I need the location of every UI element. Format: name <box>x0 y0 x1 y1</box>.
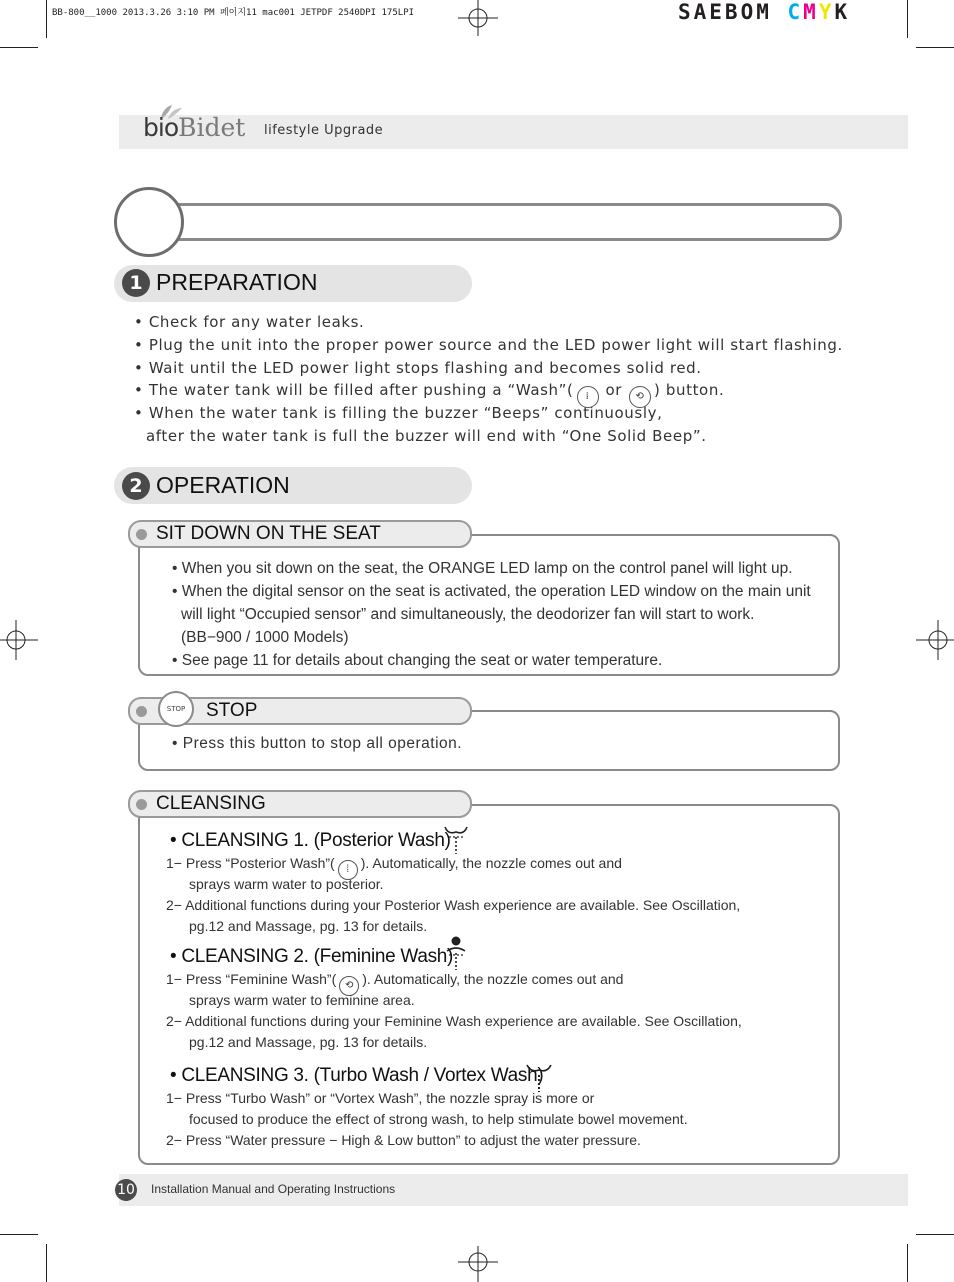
registration-mark <box>458 0 498 36</box>
cleansing-2-step-2: 2− Additional functions during your Feminine Wash experience are available. See Oscillation, <box>166 1013 742 1029</box>
cleansing-1-step-2b: pg.12 and Massage, pg. 13 for details. <box>189 918 428 934</box>
cleansing-1-step-1b: sprays warm water to posterior. <box>189 876 384 892</box>
list-item: • When the water tank is filling the buzzer “Beeps” continuously, <box>134 404 663 423</box>
section-number: 1 <box>122 269 150 297</box>
page-number: 10 <box>115 1179 137 1201</box>
title-bar <box>126 203 842 241</box>
feminine-wash-icon: ⟲ <box>629 386 651 408</box>
list-item: (BB−900 / 1000 Models) <box>181 629 349 646</box>
crop-mark <box>46 0 47 38</box>
registration-mark <box>458 1246 498 1282</box>
print-info: BB-800__1000 2013.3.26 3:10 PM 페이지11 mac001 JETPDF 2540DPI 175LPI <box>52 8 415 18</box>
list-item: • Wait until the LED power light stops flashing and becomes solid red. <box>134 358 702 377</box>
step-text: ). Automatically, the nozzle comes out and <box>362 971 624 987</box>
title-circle <box>114 187 184 257</box>
section-number: 2 <box>122 472 150 500</box>
logo-bidet: Bidet <box>178 113 246 142</box>
bullet-dot <box>136 529 147 540</box>
stop-text: • Press this button to stop all operation. <box>172 735 463 752</box>
cleansing-2-step-2b: pg.12 and Massage, pg. 13 for details. <box>189 1034 428 1050</box>
biobidet-logo <box>143 113 245 142</box>
cleansing-1-step-2: 2− Additional functions during your Posterior Wash experience are available. See Oscillation, <box>166 897 741 913</box>
list-item: • Plug the unit into the proper power source and the LED power light will start flashing. <box>134 335 843 354</box>
sit-down-title: SIT DOWN ON THE SEAT <box>156 523 381 544</box>
crop-mark <box>916 47 954 48</box>
cmyk-y: Y <box>818 0 835 24</box>
logo-bio: bio <box>143 113 179 142</box>
cmyk-m: M <box>803 0 819 24</box>
list-item: • Check for any water leaks. <box>134 313 365 331</box>
printer-brand <box>678 0 850 24</box>
section-title: OPERATION <box>156 472 290 498</box>
cleansing-3-step-2: 2− Press “Water pressure − High & Low button” to adjust the water pressure. <box>166 1132 641 1148</box>
turbo-wash-icon <box>524 1061 554 1093</box>
crop-mark <box>0 1234 38 1235</box>
wash-line-text: • The water tank will be filled after pushing a “Wash”( <box>134 381 574 400</box>
crop-mark <box>46 1244 47 1282</box>
cleansing-1-heading: • CLEANSING 1. (Posterior Wash) <box>170 830 451 851</box>
sit-down-list <box>172 557 811 672</box>
step-text: ). Automatically, the nozzle comes out and <box>360 855 622 871</box>
bullet-dot <box>136 799 147 810</box>
list-item: • See page 11 for details about changing the seat or water temperature. <box>172 652 663 669</box>
list-item <box>134 379 843 402</box>
crop-mark <box>907 0 908 38</box>
footer-text: Installation Manual and Operating Instructions <box>151 1182 396 1196</box>
feminine-wash-icon: ⟲ <box>339 976 359 996</box>
list-item: will light “Occupied sensor” and simultaneously, the deodorizer fan will start to work. <box>181 606 755 623</box>
cleansing-3-heading: • CLEANSING 3. (Turbo Wash / Vortex Wash) <box>170 1065 544 1086</box>
tagline: lifestyle Upgrade <box>264 123 384 138</box>
registration-mark <box>916 620 954 660</box>
feminine-wash-icon <box>443 935 469 971</box>
registration-mark <box>0 620 38 660</box>
cleansing-2-step-1b: sprays warm water to feminine area. <box>189 992 415 1008</box>
cleansing-3-step-1: 1− Press “Turbo Wash” or “Vortex Wash”, the nozzle spray is more or <box>166 1090 595 1106</box>
crop-mark <box>916 1234 954 1235</box>
crop-mark <box>0 47 38 48</box>
posterior-wash-icon <box>442 823 470 855</box>
list-item: after the water tank is full the buzzer will end with “One Solid Beep”. <box>146 426 707 445</box>
step-text: 1− Press “Posterior Wash”( <box>166 855 335 871</box>
list-item: • When the digital sensor on the seat is activated, the operation LED window on the main unit <box>172 583 811 600</box>
section-title: PREPARATION <box>156 269 318 295</box>
posterior-wash-icon: ⁞ <box>577 386 599 408</box>
step-text: 1− Press “Feminine Wash”( <box>166 971 337 987</box>
stop-title: STOP <box>206 700 258 721</box>
stop-button-icon: STOP <box>158 691 194 727</box>
cleansing-2-heading: • CLEANSING 2. (Feminine Wash) <box>170 946 454 967</box>
wash-line-after: ) button. <box>654 381 725 400</box>
bullet-dot <box>136 706 147 717</box>
cmyk-c: C <box>787 0 804 24</box>
list-item: • When you sit down on the seat, the ORANGE LED lamp on the control panel will light up. <box>172 560 793 577</box>
crop-mark <box>907 1244 908 1282</box>
posterior-wash-icon: ⁞ <box>338 860 358 880</box>
cleansing-title: CLEANSING <box>156 793 266 814</box>
cmyk-k: K <box>834 0 851 24</box>
preparation-list <box>134 311 843 448</box>
cleansing-3-step-1b: focused to produce the effect of strong wash, to help stimulate bowel movement. <box>189 1111 688 1127</box>
brand-name: SAEBOM <box>678 0 788 24</box>
wash-line-or: or <box>605 381 623 400</box>
